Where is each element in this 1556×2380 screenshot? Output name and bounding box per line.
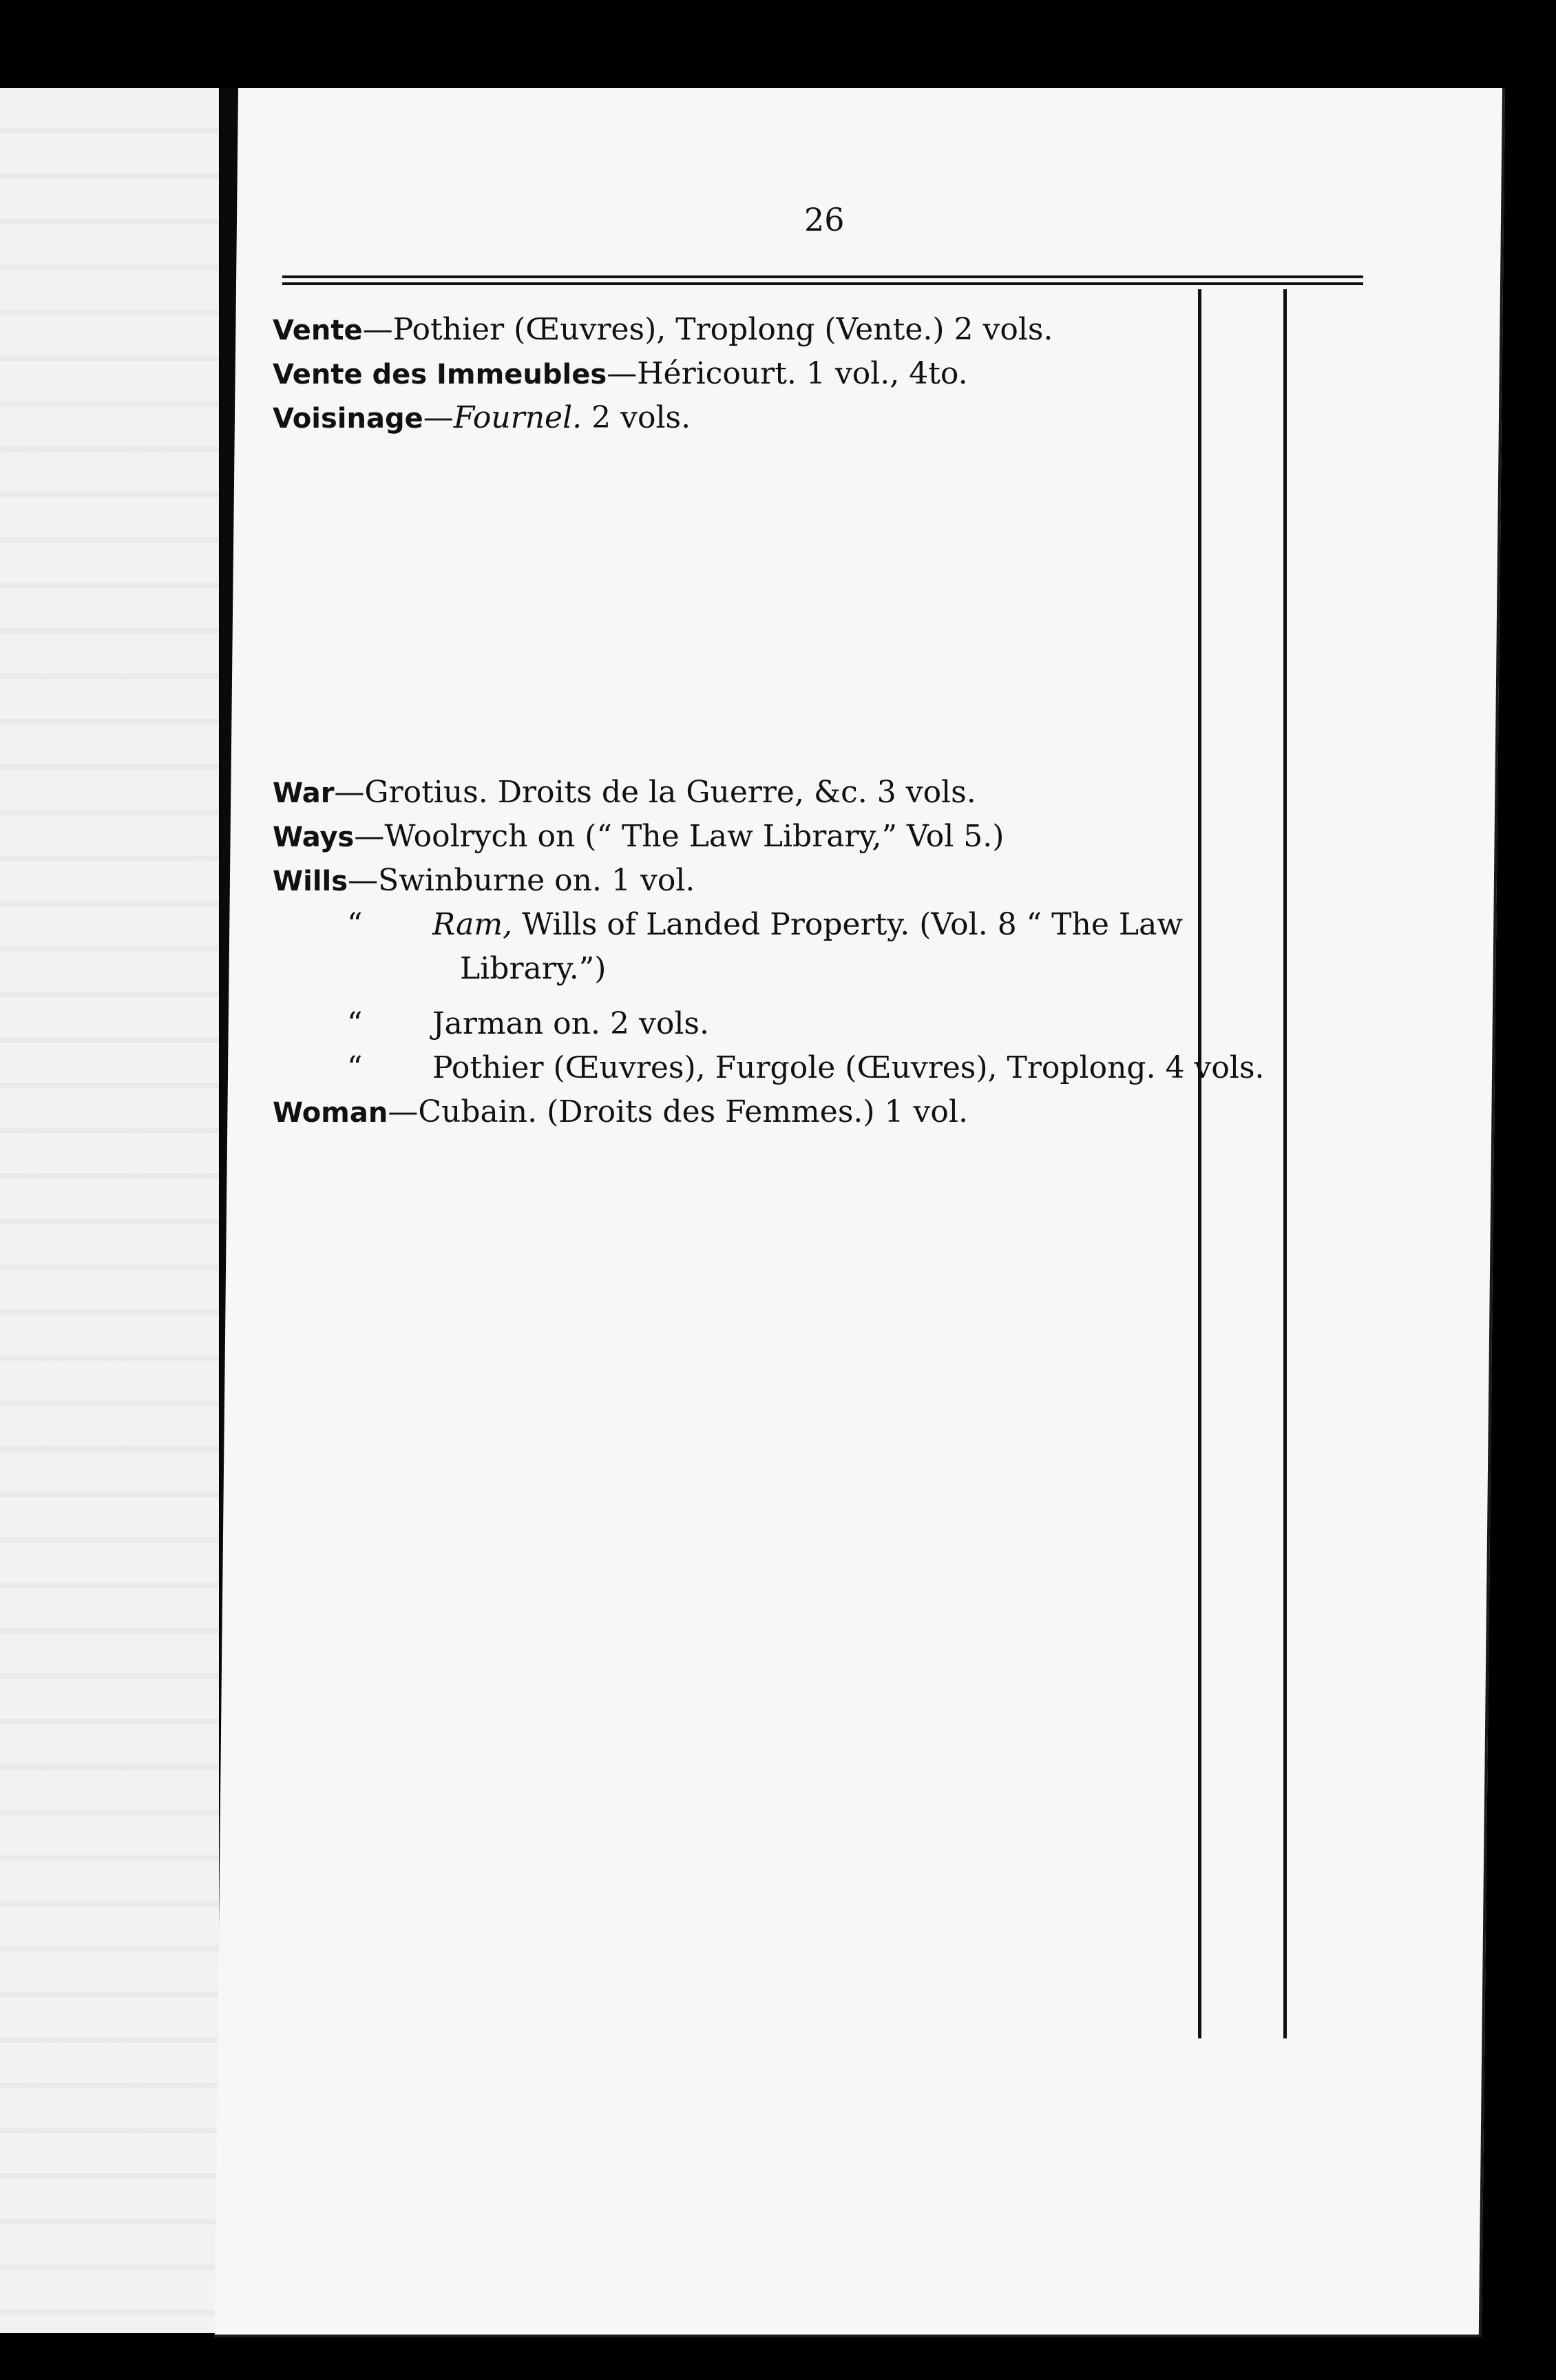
index-entry-woman [273, 1094, 968, 1131]
index-entry-vente-des-immeubles [273, 355, 968, 393]
entry-author-italic: Fournel. [453, 400, 582, 435]
entry-text: Héricourt. 1 vol., 4to. [637, 356, 968, 391]
index-entry-vente [273, 311, 1053, 349]
entry-dash: — [362, 312, 393, 347]
entry-dash: — [348, 863, 379, 898]
entry-dash: — [388, 1094, 419, 1129]
entry-text: 2 vols. [582, 400, 691, 435]
page-number: 26 [804, 201, 845, 238]
entry-heading: Ways [273, 822, 355, 853]
index-entry-ways [273, 818, 1004, 856]
entry-dash: — [354, 819, 385, 854]
ditto-mark: “ [347, 907, 363, 942]
entry-text: Wills of Landed Property. (Vol. 8 “ The Law [512, 907, 1183, 942]
entry-text: Pothier (Œuvres), Troplong (Vente.) 2 vols. [392, 312, 1053, 347]
ditto-mark: “ [347, 1006, 363, 1041]
facing-page-bleed-through [0, 88, 219, 2333]
index-entry-wills [273, 862, 695, 900]
entry-heading: Vente [273, 315, 363, 346]
entry-text: Swinburne on. 1 vol. [378, 863, 695, 898]
index-entry-voisinage [273, 399, 691, 437]
entry-text: Woolrych on (“ The Law Library,” Vol 5.) [384, 819, 1005, 854]
wills-subentry-pothier: Pothier (Œuvres), Furgole (Œuvres), Troplong. 4 vols. [432, 1050, 1265, 1085]
entry-heading: War [273, 777, 335, 809]
wills-subentry-jarman: Jarman on. 2 vols. [432, 1006, 709, 1041]
entry-dash: — [423, 400, 454, 435]
entry-text: Cubain. (Droits des Femmes.) 1 vol. [418, 1094, 968, 1129]
facing-page-edge [0, 88, 219, 2333]
entry-heading: Vente des Immeubles [273, 359, 607, 390]
entry-dash: — [334, 775, 365, 810]
column-rule-left [1198, 289, 1201, 2038]
ditto-mark: “ [347, 1050, 363, 1085]
entry-text: Grotius. Droits de la Guerre, &c. 3 vols. [364, 775, 976, 810]
entry-heading: Wills [273, 866, 348, 897]
wills-subentry-ram [432, 906, 1183, 943]
entry-author-italic: Ram, [432, 907, 513, 942]
index-entry-war [273, 774, 976, 812]
entry-heading: Woman [273, 1097, 388, 1129]
header-double-rule [282, 275, 1363, 285]
entry-heading: Voisinage [273, 403, 423, 435]
wills-subentry-ram-continuation: Library.”) [460, 951, 607, 986]
entry-dash: — [607, 356, 638, 391]
column-rule-right [1283, 289, 1287, 2038]
